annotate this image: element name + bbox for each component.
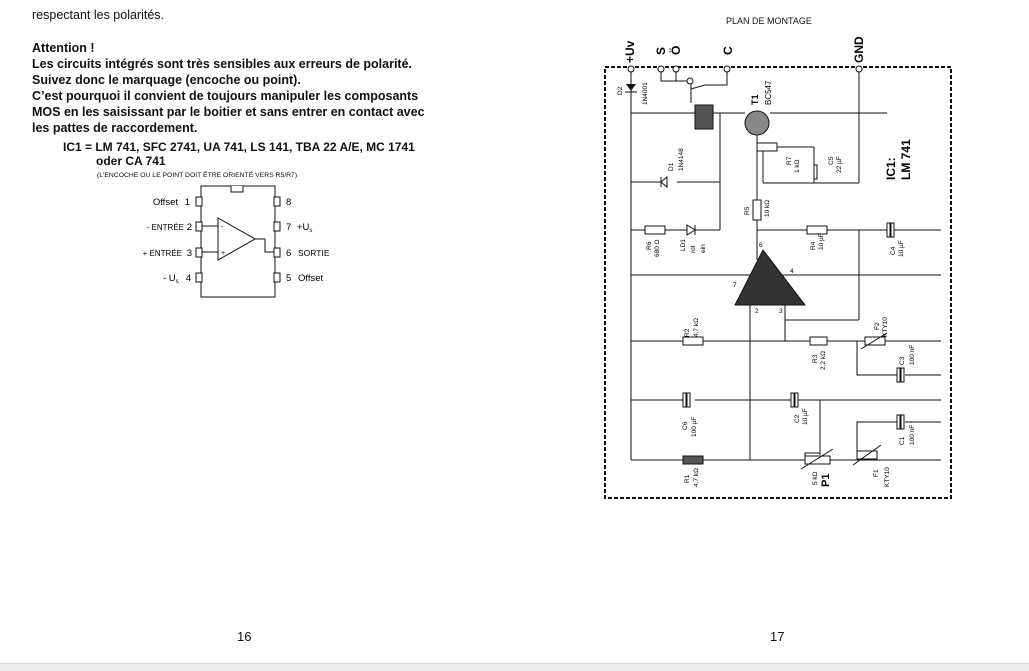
pin-label: - $U_s$ — [163, 273, 179, 285]
pin-number: 8 — [286, 197, 292, 208]
terminal-gnd: GND — [852, 36, 866, 63]
attention-title: Attention ! — [32, 41, 95, 55]
component-ref: R5 — [744, 206, 751, 215]
component-ref: F1 — [873, 469, 880, 477]
component-ref: R7 — [786, 156, 793, 165]
component-value: 100 µF — [691, 416, 698, 437]
opamp-plus: + — [221, 250, 226, 257]
pin-label: Offset — [298, 273, 324, 284]
pin-number: 3 — [186, 248, 192, 259]
terminal-o: Ö — [669, 45, 683, 55]
component-ref: C2 — [794, 414, 801, 423]
component-ref: R6 — [646, 241, 653, 250]
component-ref: LD1 — [680, 239, 687, 251]
component-value: ein — [700, 244, 707, 253]
component-ref: C1 — [899, 436, 906, 445]
intro-line: respectant les polarités. — [32, 8, 165, 22]
attention-line: Les circuits intégrés sont très sensibles aux erreurs de polarité. — [32, 57, 413, 71]
pin-number: 6 — [286, 248, 292, 259]
pin-number: 7 — [733, 282, 737, 289]
pin-label: + ENTRÉE — [142, 249, 182, 258]
component-value: 10 µF — [818, 233, 825, 250]
pin-label: - ENTRÉE — [146, 223, 184, 232]
pin-number: 4 — [185, 273, 191, 284]
ic1-list — [63, 140, 415, 168]
ic-label: LM 741 — [899, 139, 913, 180]
component-value: 2,2 kΩ — [820, 351, 827, 370]
terminal-uv: +Uv — [623, 40, 637, 63]
component-ref: C5 — [828, 156, 835, 165]
component-value: 5 kΩ — [812, 471, 819, 485]
ic1-line-1: IC1 = LM 741, SFC 2741, UA 741, LS 141, TBA 22 A/E, MC 1741 — [63, 140, 415, 154]
component-value: 100 nF — [909, 424, 916, 445]
component-value: 4,7 kΩ — [693, 318, 700, 337]
pin-number: 6 — [759, 242, 763, 249]
terminal-c: C — [721, 46, 735, 55]
component-ref: D1 — [668, 162, 675, 171]
component-ref: T1 — [750, 94, 760, 105]
plan-title: PLAN DE MONTAGE — [726, 16, 812, 26]
component-ref: R3 — [812, 354, 819, 363]
pin-number: 4 — [790, 268, 794, 275]
ic-label: IC1: — [884, 157, 898, 180]
component-value: 100 nF — [909, 344, 916, 365]
component-value: rot — [690, 245, 697, 253]
page-number-left: 16 — [237, 629, 252, 644]
attention-line: C’est pourquoi il convient de toujours manipuler les composants — [32, 89, 419, 103]
component-value: BC547 — [764, 80, 773, 105]
component-value: 10 kΩ — [764, 199, 771, 217]
viewer-bottom-edge — [0, 663, 1029, 671]
pin-label: Offset — [152, 197, 178, 208]
component-ref: P1 — [820, 473, 832, 487]
component-ref: D2 — [617, 86, 624, 95]
ic-pinout-diagram — [120, 178, 380, 303]
component-ref: R2 — [684, 328, 691, 337]
component-ref: F2 — [874, 322, 881, 330]
component-value: 1 kΩ — [794, 159, 801, 173]
component-value: 10 µF — [802, 408, 809, 425]
orientation-note: (L'ENCOCHE OU LE POINT DOIT ÊTRE ORIENTÉ VERS R5/R7) — [97, 172, 298, 179]
attention-line: Suivez donc le marquage (encoche ou point). — [32, 73, 301, 87]
component-value: KTY10 — [884, 467, 891, 487]
terminal-s: S — [654, 46, 668, 55]
component-ref: C4 — [890, 246, 897, 255]
component-ref: C6 — [682, 421, 689, 430]
component-value: 1N4001 — [642, 82, 649, 105]
pin-number: 1 — [184, 197, 190, 208]
component-value: 1N4148 — [678, 148, 685, 171]
pin-number: 2 — [186, 222, 192, 233]
pin-label: SORTIE — [298, 248, 330, 258]
component-ref: R1 — [684, 474, 691, 483]
attention-line: MOS en les saisissant par le boitier et sans entrer en contact avec — [32, 105, 425, 119]
opamp-minus: - — [221, 224, 224, 231]
component-value: 10 µF — [898, 240, 905, 257]
component-value: 22 µF — [836, 156, 843, 173]
left-page — [0, 0, 514, 660]
attention-line: les pattes de raccordement. — [32, 121, 198, 135]
component-ref: R4 — [810, 241, 817, 250]
page-number-right: 17 — [770, 629, 785, 644]
ic1-line-2: oder CA 741 — [96, 154, 166, 168]
pin-label: $+U_s$ — [297, 222, 313, 234]
attention-block — [32, 40, 425, 136]
pin-number: 2 — [755, 308, 759, 315]
component-value: KTY10 — [882, 317, 889, 337]
component-value: 4,7 kΩ — [693, 468, 700, 487]
pin-number: 5 — [286, 273, 292, 284]
assembly-plan-diagram — [595, 25, 955, 505]
pin-number: 7 — [286, 222, 292, 233]
component-ref: C3 — [899, 356, 906, 365]
pin-number: 3 — [779, 308, 783, 315]
component-value: 680 Ω — [654, 239, 661, 257]
